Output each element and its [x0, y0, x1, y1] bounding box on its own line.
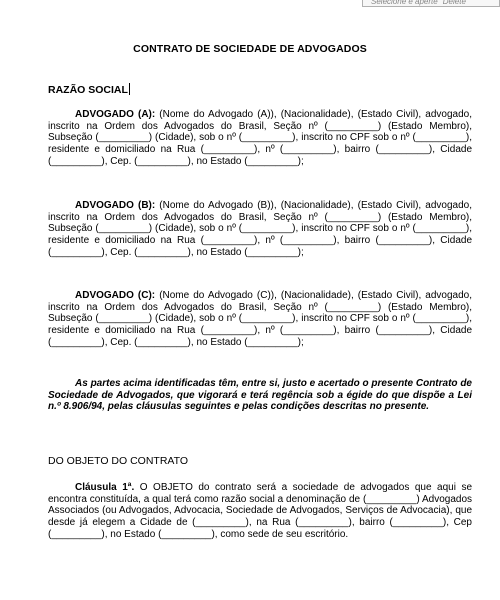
section-heading-razao-social [48, 83, 130, 96]
closing-paragraph [48, 378, 472, 413]
lawyer-b-label: ADVOGADO (B): [75, 200, 156, 211]
section-heading-objeto: DO OBJETO DO CONTRATO [48, 455, 189, 467]
text-cursor [129, 83, 130, 95]
clause-1-text: O OBJETO do contrato será a sociedade de advogados que aqui se encontra constituída, a qual terá como razão social a denominação de (_________) Advogados Associados (ou Advogados, Advocacia, Sociedade de Advogados, Serviços de Advocacia), que desde já elegem a Cidade de (_________), na Rua (_________), bairro (_________), Cep (_________), no Estado (_________), como sede de seu escritório. [48, 482, 473, 540]
lawyer-a-paragraph [48, 109, 472, 168]
clause-1-paragraph [48, 482, 472, 541]
lawyer-b-paragraph [48, 200, 472, 259]
closing-text: As partes acima identificadas têm, entre si, justo e acertado o presente Contrato de Sociedade de Advogados, que vigorará e terá regência sob a égide do que dispõe a Lei n.º 8.906/94, pelas cláusulas seguintes e pelas condições descritas no presente. [48, 378, 472, 413]
lawyer-b-text: (Nome do Advogado (B)), (Nacionalidade), (Estado Civil), advogado, inscrito na Ordem dos Advogados do Brasil, Seção nº (_________) (Estado Membro), Subseção (_________) (Cidade), sob o nº (_________), inscrito no CPF sob o nº (_________), residente e domiciliado na Rua (_________), nº (_________), bairro (_________), Cidade (_________), Cep. (_________), no Estado (_________); [48, 200, 472, 258]
lawyer-a-text: (Nome do Advogado (A)), (Nacionalidade), (Estado Civil), advogado, inscrito na Ordem dos Advogados do Brasil, Seção nº (_________) (Estado Membro), Subseção (_________) (Cidade), sob o nº (_________), inscrito no CPF sob o nº (_________), residente e domiciliado na Rua (_________), nº (_________), bairro (_________), Cidade (_________), Cep. (_________), no Estado (_________); [48, 109, 472, 167]
selection-hint: Selecione e aperte "Delete" [362, 0, 500, 7]
clause-1-label: Cláusula 1ª. [75, 482, 135, 493]
lawyer-c-label: ADVOGADO (C): [75, 290, 156, 301]
lawyer-c-paragraph [48, 290, 472, 349]
lawyer-c-text: (Nome do Advogado (C)), (Nacionalidade), (Estado Civil), advogado, inscrito na Ordem dos Advogados do Brasil, Seção nº (_________) (Estado Membro), Subseção (_________) (Cidade), sob o nº (_________), inscrito no CPF sob o nº (_________), residente e domiciliado na Rua (_________), nº (_________), bairro (_________), Cidade (_________), Cep. (_________), no Estado (_________); [48, 290, 472, 348]
lawyer-a-label: ADVOGADO (A): [75, 109, 156, 120]
document-title: CONTRATO DE SOCIEDADE DE ADVOGADOS [133, 43, 367, 55]
section-heading-text: RAZÃO SOCIAL [48, 84, 128, 96]
